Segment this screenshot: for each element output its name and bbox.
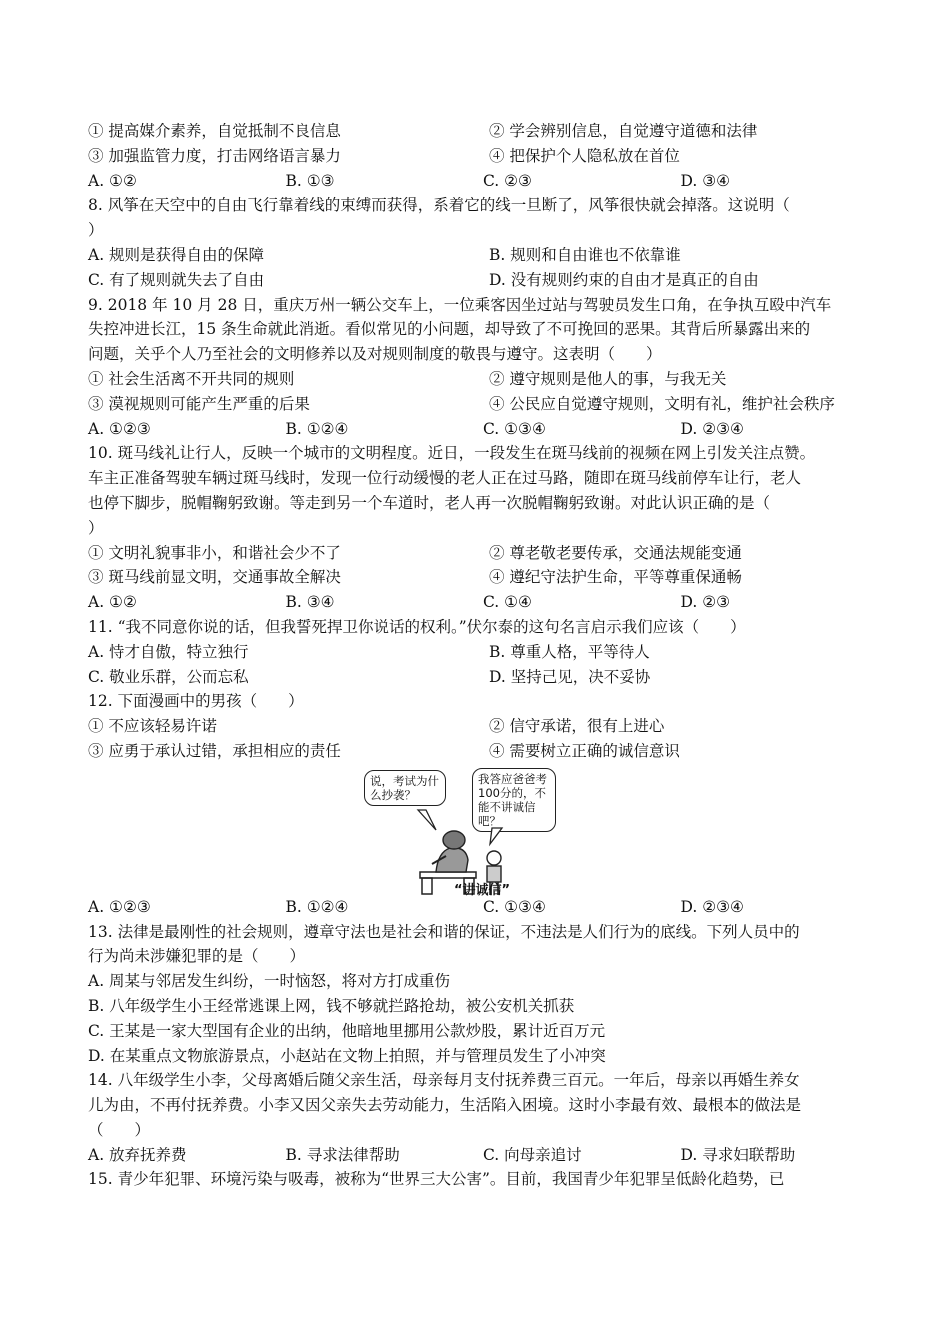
q7-options-row-2 — [88, 144, 878, 169]
q7-option-3: ③ 加强监管力度，打击网络语言暴力 — [88, 146, 341, 165]
q9-choice-b[interactable]: B. ①②④ — [285, 419, 349, 438]
q11-answers-row-2 — [88, 665, 878, 690]
q10-option-3: ③ 斑马线前显文明，交通事故全解决 — [88, 568, 341, 587]
q12-option-3: ③ 应勇于承认过错，承担相应的责任 — [88, 741, 341, 760]
q9-options-row-1 — [88, 367, 878, 392]
q8-answers-row-1 — [88, 243, 878, 268]
q12-options-row-2 — [88, 739, 878, 764]
q12-choice-c[interactable]: C. ①③④ — [483, 897, 546, 916]
q10-answers — [88, 590, 878, 615]
q11-choice-b[interactable]: B. 尊重人格，平等待人 — [489, 642, 650, 661]
q11-choice-d[interactable]: D. 坚持己见，决不妥协 — [489, 667, 651, 686]
q14-choice-a[interactable]: A. 放弃抚养费 — [88, 1145, 187, 1164]
exam-page — [88, 119, 878, 1192]
q9-choice-c[interactable]: C. ①③④ — [483, 419, 546, 438]
cartoon-caption: “讲诚信” — [454, 882, 511, 898]
q9-choice-d[interactable]: D. ②③④ — [680, 419, 744, 438]
q10-options-row-2 — [88, 565, 878, 590]
q10-options-row-1 — [88, 541, 878, 566]
q10-option-1: ① 文明礼貌事非小，和谐社会少不了 — [88, 543, 341, 562]
q14-choice-d[interactable]: D. 寻求妇联帮助 — [680, 1145, 796, 1164]
q12-choice-a[interactable]: A. ①②③ — [88, 897, 151, 916]
q12-choice-d[interactable]: D. ②③④ — [680, 897, 744, 916]
q9-stem-line-1: 9. 2018 年 10 月 28 日，重庆万州一辆公交车上，一位乘客因坐过站与驾驶员发生口角，在争执互殴中汽车 — [88, 295, 832, 314]
q13-choice-b[interactable]: B. 八年级学生小王经常逃课上网，钱不够就拦路抢劫，被公安机关抓获 — [88, 996, 575, 1015]
q13-choice-d[interactable]: D. 在某重点文物旅游景点，小赵站在文物上拍照，并与管理员发生了小冲突 — [88, 1046, 606, 1065]
q13-stem-line-1: 13. 法律是最刚性的社会规则，遵章守法也是社会和谐的保证，不违法是人们行为的底线。下列人员中的 — [88, 922, 800, 941]
q7-option-1: ① 提高媒介素养，自觉抵制不良信息 — [88, 122, 341, 140]
q9-options-row-2 — [88, 392, 878, 417]
q7-choice-a[interactable]: A. ①② — [88, 171, 137, 190]
q9-stem-line-2: 失控冲进长江，15 条生命就此消逝。看似常见的小问题，却导致了不可挽回的恶果。其背后所暴露出来的 — [88, 320, 811, 339]
q9-option-4: ④ 公民应自觉遵守规则，文明有礼，维护社会秩序 — [489, 394, 835, 413]
q14-choice-b[interactable]: B. 寻求法律帮助 — [285, 1145, 400, 1164]
q9-stem-line-3: 问题，关乎个人乃至社会的文明修养以及对规则制度的敬畏与遵守。这表明（ ） — [88, 345, 662, 364]
q10-choice-b[interactable]: B. ③④ — [285, 593, 335, 612]
q7-choice-b[interactable]: B. ①③ — [285, 171, 335, 190]
q11-choice-c[interactable]: C. 敬业乐群，公而忘私 — [88, 667, 249, 686]
q8-stem-line-1: 8. 风筝在天空中的自由飞行靠着线的束缚而获得，系着它的线一旦断了，风筝很快就会掉落。这说明（ — [88, 196, 790, 215]
q7-choice-c[interactable]: C. ②③ — [483, 171, 532, 190]
speech-bubble-teacher: 说，考试为什么抄袭？ — [364, 770, 446, 806]
q13-choice-a[interactable]: A. 周某与邻居发生纠纷，一时恼怒，将对方打成重伤 — [88, 972, 451, 991]
q10-stem-line-2: 车主正准备驾驶车辆过斑马线时，发现一位行动缓慢的老人正在过马路，随即在斑马线前停车让行，老人 — [88, 469, 802, 488]
q10-stem-line-1: 10. 斑马线礼让行人，反映一个城市的文明程度。近日，一段发生在斑马线前的视频在网上引发关注点赞。 — [88, 444, 816, 463]
q14-stem-line-2: 儿为由，不再付抚养费。小李又因父亲失去劳动能力，生活陷入困境。这时小李最有效、最根本的做法是 — [88, 1096, 802, 1115]
cartoon-drawing — [88, 764, 878, 895]
q13-stem-line-2: 行为尚未涉嫌犯罪的是（ ） — [88, 947, 306, 966]
q12-option-1: ① 不应该轻易许诺 — [88, 717, 217, 736]
q13-choice-c[interactable]: C. 王某是一家大型国有企业的出纳，他暗地里挪用公款炒股，累计近百万元 — [88, 1021, 606, 1040]
q11-answers-row-1 — [88, 640, 878, 665]
q7-option-4: ④ 把保护个人隐私放在首位 — [489, 146, 680, 165]
q8-choice-a[interactable]: A. 规则是获得自由的保障 — [88, 245, 265, 264]
q7-options-row-1 — [88, 119, 878, 144]
q8-choice-b[interactable]: B. 规则和自由谁也不依靠谁 — [489, 245, 681, 264]
q10-choice-d[interactable]: D. ②③ — [680, 593, 731, 612]
cartoon-figure — [88, 764, 878, 898]
q9-option-1: ① 社会生活离不开共同的规则 — [88, 369, 295, 388]
q12-stem-line-1: 12. 下面漫画中的男孩（ ） — [88, 692, 304, 711]
speech-bubble-boy: 我答应爸爸考100分的，不能不讲诚信吧？ — [472, 768, 556, 832]
q12-option-2: ② 信守承诺，很有上进心 — [489, 717, 665, 736]
q10-option-4: ④ 遵纪守法护生命，平等尊重保通畅 — [489, 568, 742, 587]
q9-answers — [88, 417, 878, 442]
q12-option-4: ④ 需要树立正确的诚信意识 — [489, 741, 680, 760]
q14-stem-line-1: 14. 八年级学生小李，父母离婚后随父亲生活，母亲每月支付抚养费三百元。一年后，母亲以再婚生养女 — [88, 1071, 800, 1090]
q8-stem-line-2: ） — [88, 221, 104, 240]
q14-stem-line-3: （ ） — [88, 1120, 151, 1139]
q8-answers-row-2 — [88, 268, 878, 293]
q10-stem-line-3: 也停下脚步，脱帽鞠躬致谢。等走到另一个车道时，老人再一次脱帽鞠躬致谢。对此认识正确的是（ — [88, 493, 771, 512]
q11-choice-a[interactable]: A. 恃才自傲，特立独行 — [88, 642, 249, 661]
q7-answers — [88, 169, 878, 194]
q10-choice-a[interactable]: A. ①② — [88, 593, 137, 612]
q9-choice-a[interactable]: A. ①②③ — [88, 419, 151, 438]
q7-option-2: ② 学会辨别信息，自觉遵守道德和法律 — [489, 122, 758, 140]
q14-answers — [88, 1143, 878, 1168]
q11-stem-line-1: 11. “我不同意你说的话，但我誓死捍卫你说话的权利。”伏尔泰的这句名言启示我们应该（ ） — [88, 617, 746, 636]
q8-choice-d[interactable]: D. 没有规则约束的自由才是真正的自由 — [489, 270, 759, 289]
q10-stem-line-4: ） — [88, 518, 104, 537]
q14-choice-c[interactable]: C. 向母亲追讨 — [483, 1145, 582, 1164]
q9-option-3: ③ 漠视规则可能产生严重的后果 — [88, 394, 310, 413]
q10-choice-c[interactable]: C. ①④ — [483, 593, 532, 612]
q9-option-2: ② 遵守规则是他人的事，与我无关 — [489, 369, 727, 388]
q12-options-row-1 — [88, 714, 878, 739]
q15-stem-line-1: 15. 青少年犯罪、环境污染与吸毒，被称为“世界三大公害”。目前，我国青少年犯罪呈低龄化趋势，已 — [88, 1170, 785, 1189]
q7-choice-d[interactable]: D. ③④ — [680, 171, 731, 190]
q8-choice-c[interactable]: C. 有了规则就失去了自由 — [88, 270, 265, 289]
q12-answers — [88, 895, 878, 920]
q12-choice-b[interactable]: B. ①②④ — [285, 897, 349, 916]
q10-option-2: ② 尊老敬老要传承，交通法规能变通 — [489, 543, 742, 562]
